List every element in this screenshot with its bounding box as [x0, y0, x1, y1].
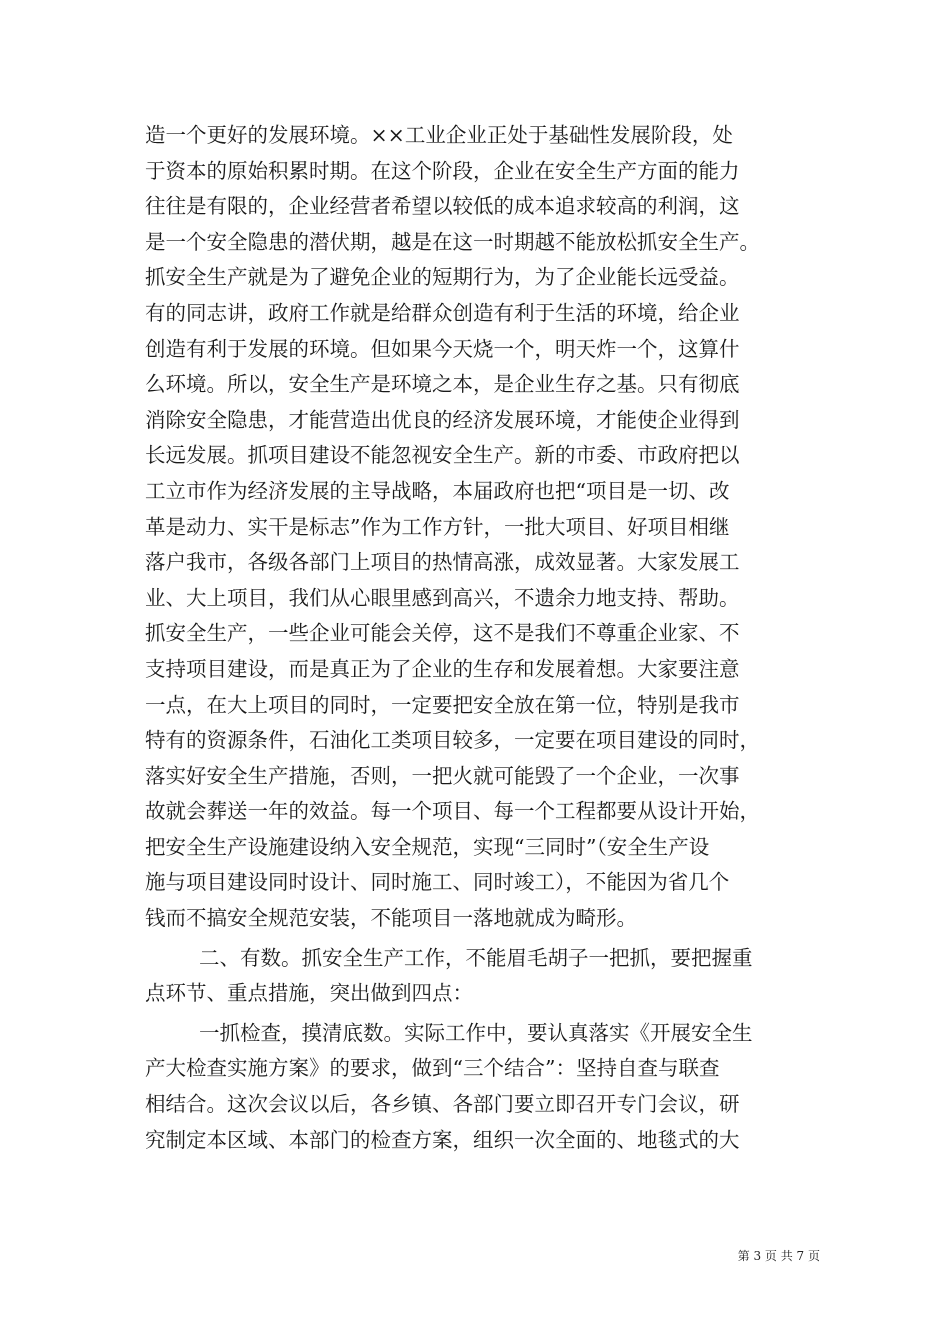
text-line: 有的同志讲，政府工作就是给群众创造有利于生活的环境，给企业 [145, 300, 740, 325]
text-line: 工立市作为经济发展的主导战略，本届政府也把“项目是一切、改 [145, 478, 730, 503]
text-line: 革是动力、实干是标志”作为工作方针，一批大项目、好项目相继 [145, 514, 730, 539]
text-line: 把安全生产设施建设纳入安全规范，实现“三同时”（安全生产设 [145, 834, 710, 859]
text-line: 一点，在大上项目的同时，一定要把安全放在第一位，特别是我市 [145, 692, 740, 717]
text-line: 支持项目建设，而是真正为了企业的生存和发展着想。大家要注意 [145, 656, 740, 681]
text-line: 长远发展。抓项目建设不能忽视安全生产。新的市委、市政府把以 [145, 443, 740, 468]
paragraph-3-line: 相结合。这次会议以后，各乡镇、各部门要立即召开专门会议，研 [145, 1092, 740, 1117]
text-line: 是一个安全隐患的潜伏期，越是在这一时期越不能放松抓安全生产。 [145, 229, 760, 254]
text-line: 于资本的原始积累时期。在这个阶段，企业在安全生产方面的能力 [145, 158, 740, 183]
text-line: 特有的资源条件，石油化工类项目较多，一定要在项目建设的同时， [145, 728, 760, 753]
text-line: 落实好安全生产措施，否则，一把火就可能毁了一个企业，一次事 [145, 763, 740, 788]
text-line: 施与项目建设同时设计、同时施工、同时竣工），不能因为省几个 [145, 870, 730, 895]
text-line: 业、大上项目，我们从心眼里感到高兴，不遗余力地支持、帮助。 [145, 585, 740, 610]
paragraph-2-line: 点环节、重点措施，突出做到四点： [145, 981, 473, 1006]
paragraph-3-line: 产大检查实施方案》的要求，做到“三个结合”：坚持自查与联查 [145, 1056, 720, 1081]
text-line: 创造有利于发展的环境。但如果今天烧一个，明天炸一个，这算什 [145, 336, 740, 361]
text-line: 消除安全隐患，才能营造出优良的经济发展环境，才能使企业得到 [145, 407, 740, 432]
text-line: 么环境。所以，安全生产是环境之本，是企业生存之基。只有彻底 [145, 372, 740, 397]
text-line: 故就会葬送一年的效益。每一个项目、每一个工程都要从设计开始， [145, 799, 760, 824]
text-line: 钱而不搞安全规范安装，不能项目一落地就成为畸形。 [145, 906, 637, 931]
text-line: 抓安全生产，一些企业可能会关停，这不是我们不尊重企业家、不 [145, 621, 740, 646]
text-line: 抓安全生产就是为了避免企业的短期行为，为了企业能长远受益。 [145, 265, 740, 290]
text-line: 造一个更好的发展环境。××工业企业正处于基础性发展阶段，处 [145, 123, 733, 147]
paragraph-3-line: 究制定本区域、本部门的检查方案，组织一次全面的、地毯式的大 [145, 1127, 740, 1152]
text-line: 落户我市，各级各部门上项目的热情高涨，成效显著。大家发展工 [145, 550, 740, 575]
paragraph-3-line: 一抓检查，摸清底数。实际工作中，要认真落实《开展安全生 [199, 1020, 753, 1045]
paragraph-2-line: 二、有数。抓安全生产工作，不能眉毛胡子一把抓，要把握重 [199, 945, 753, 970]
body-text [145, 118, 825, 1158]
page-number: 第 3 页 共 7 页 [737, 1249, 820, 1263]
text-line: 往往是有限的，企业经营者希望以较低的成本追求较高的利润，这 [145, 194, 740, 219]
